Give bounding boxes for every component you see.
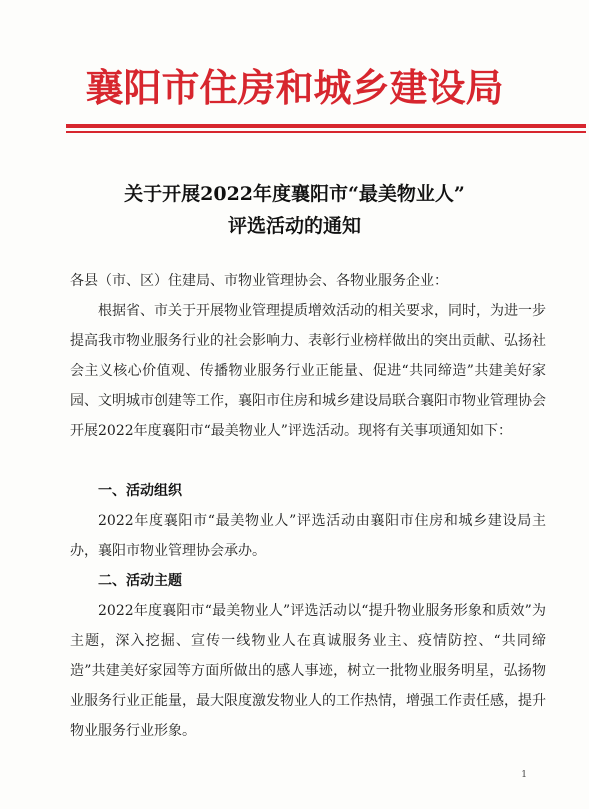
section-1-heading: 一、活动组织 <box>98 483 182 499</box>
document-title-line-2: 评选活动的通知 <box>227 215 361 237</box>
issuer-masthead: 襄阳市住房和城乡建设局 <box>85 65 504 110</box>
masthead-rule-thick <box>66 124 586 128</box>
document-title <box>40 178 549 242</box>
salutation: 各县（市、区）住建局、市物业管理协会、各物业服务企业： <box>70 273 448 289</box>
section-2-heading: 二、活动主题 <box>98 573 182 589</box>
section-1-body: 2022年度襄阳市“最美物业人”评选活动由襄阳市住房和城乡建设局主办，襄阳市物业管理协会承办。 <box>70 513 546 559</box>
document-title-line-1: 关于开展2022年度襄阳市“最美物业人” <box>124 183 465 205</box>
intro-paragraph: 根据省、市关于开展物业管理提质增效活动的相关要求，同时，为进一步提高我市物业服务行业的社会影响力、表彰行业榜样做出的突出贡献、弘扬社会主义核心价值观、传播物业服务行业正能量、促进“共同缔造”共建美好家园、文明城市创建等工作，襄阳市住房和城乡建设局联合襄阳市物业管理协会开展2022年度襄阳市“最美物业人”评选活动。现将有关事项通知如下： <box>70 303 546 439</box>
page-number: 1 <box>521 770 527 780</box>
masthead-rule-thin <box>66 131 586 133</box>
section-2-body: 2022年度襄阳市“最美物业人”评选活动以“提升物业服务形象和质效”为主题，深入挖掘、宣传一线物业人在真诚服务业主、疫情防控、“共同缔造”共建美好家园等方面所做出的感人事迹，树立一批物业服务明星，弘扬物业服务行业正能量，最大限度激发物业人的工作热情，增强工作责任感，提升物业服务行业形象。 <box>70 603 546 739</box>
